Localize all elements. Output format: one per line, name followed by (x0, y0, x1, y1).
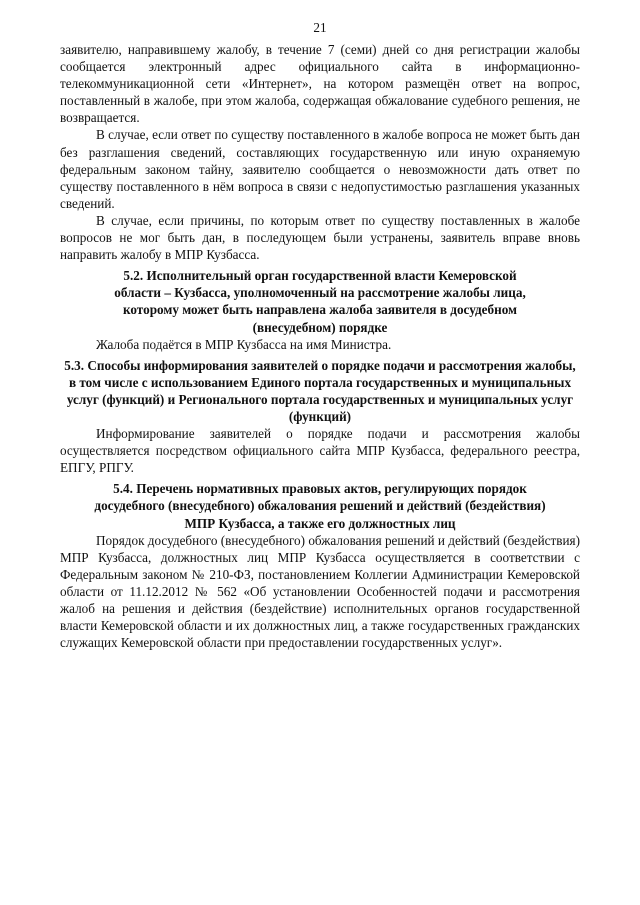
paragraph-legal-acts: Порядок досудебного (внесудебного) обжалования решений и действий (бездействия) МПР Кузбасса, должностных лиц МПР Кузбасса осуществляется в соответствии с Федеральным законом № 210-ФЗ, постановлением Коллегии Администрации Кемеровской области от 11.12.2012 № 562 «Об установлении Особенностей подачи и рассмотрения жалоб на решения и действия (бездействие) исполнительных органов государственной власти Кемеровской области и их должностных лиц, а также государственных гражданских служащих Кемеровской области при предоставлении государственных услуг». (60, 532, 580, 651)
paragraph-resubmit: В случае, если причины, по которым ответ по существу поставленных в жалобе вопросов не мог быть дан, в последующем были устранены, заявитель вправе вновь направить жалобу в МПР Кузбасса. (60, 212, 580, 263)
paragraph-secret-info: В случае, если ответ по существу поставленного в жалобе вопроса не может быть дан без разглашения сведений, составляющих государственную или иную охраняемую федеральным законом тайну, заявителю сообщается о невозможности дать ответ по существу поставленного в нём вопроса в связи с недопустимостью разглашения указанных сведений. (60, 127, 580, 211)
paragraph-complaint-addressee: Жалоба подаётся в МПР Кузбасса на имя Министра. (96, 336, 392, 352)
heading-5-2: 5.2. Исполнительный орган государственной власти Кемеровской области – Кузбасса, уполномоченный на рассмотрение жалобы лица, которому может быть направлена жалоба заявителя в досудебном (внесудебном) порядке (114, 268, 526, 335)
document-page (60, 0, 580, 651)
heading-5-3: 5.3. Способы информирования заявителей о порядке подачи и рассмотрения жалобы, в том числе с использованием Единого портала государственных и муниципальных услуг (функций) и Регионального портала государственных и муниципальных услуг (функций) (64, 357, 576, 424)
page-number: 21 (313, 20, 327, 35)
paragraph-reply-address: заявителю, направившему жалобу, в течение 7 (семи) дней со дня регистрации жалобы сообщается электронный адрес официального сайта в информационно-телекоммуникационной сети «Интернет», на котором размещён ответ на вопрос, поставленный в жалобе, при этом жалоба, содержащая обжалование судебного решения, не возвращается. (60, 42, 580, 126)
heading-5-4: 5.4. Перечень нормативных правовых актов, регулирующих порядок досудебного (внесудебного) обжалования решений и действий (бездействия) МПР Кузбасса, а также его должностных лиц (94, 481, 546, 531)
paragraph-informing: Информирование заявителей о порядке подачи и рассмотрения жалобы осуществляется посредством официального сайта МПР Кузбасса, федерального реестра, ЕПГУ, РПГУ. (60, 426, 580, 476)
